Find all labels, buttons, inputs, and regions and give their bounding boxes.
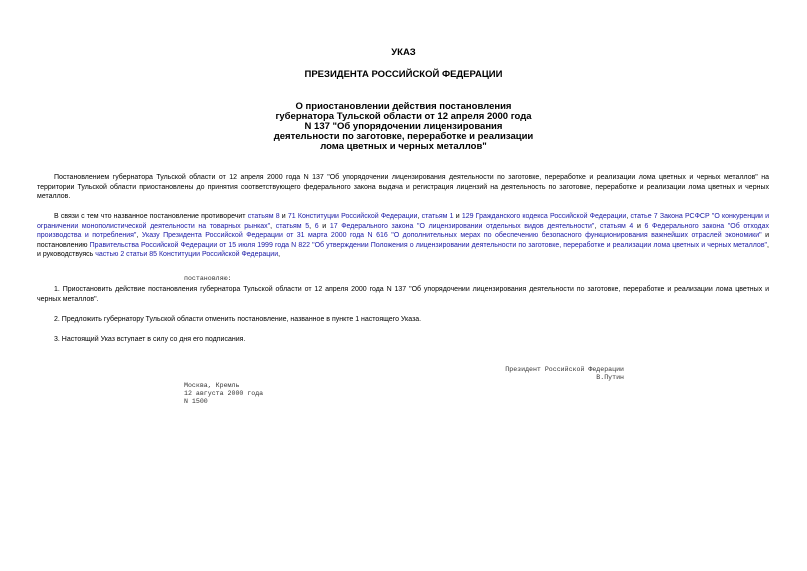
item-3-text: 3. Настоящий Указ вступает в силу со дня его подписания. (54, 336, 246, 343)
subject-line-2: губернатора Тульской области от 12 апреля 2000 года (275, 111, 532, 122)
grounds-text: , (278, 251, 281, 259)
decree-number: N 1500 (184, 398, 208, 405)
link-licensing-law-art-6[interactable]: 6 (314, 222, 319, 230)
grounds-text: , (136, 232, 142, 240)
document-title: УКАЗ (391, 47, 416, 58)
link-civil-code-art-1[interactable]: статьям 1 (421, 213, 454, 220)
grounds-text: , (309, 222, 315, 230)
signature-position: Президент Российской Федерации (505, 366, 624, 373)
grounds-text: , и руководствуясь (37, 241, 769, 259)
grounds-text: , (594, 222, 600, 230)
link-waste-law-art-6[interactable]: 6 Федерального закона "Об отходах производства и потребления" (37, 222, 769, 240)
link-constitution-art-71[interactable]: 71 Конституции Российской Федерации (287, 213, 418, 220)
link-constitution-art-8[interactable]: статьям 8 (247, 213, 280, 220)
link-competition-law-art-7[interactable]: статье 7 Закона РСФСР "О конкуренции и ограничении монополистической деятельности на товарных рынках" (37, 213, 769, 230)
item-3 (37, 335, 769, 345)
grounds-paragraph (37, 212, 769, 260)
grounds-text: и постановлению (37, 232, 770, 249)
link-civil-code-art-129[interactable]: 129 Гражданского кодекса Российской Федерации (461, 213, 627, 220)
subject-line-1: О приостановлении действия постановления (295, 101, 512, 112)
signature-name: В.Путин (596, 374, 624, 381)
grounds-text: и (279, 213, 288, 220)
link-government-resolution-822[interactable]: Правительства Российской Федерации от 15 июля 1999 года N 822 "Об утверждении Положения о лицензировании деятельности по заготовке, переработке и реализации лома цветных и черных металлов" (89, 241, 768, 249)
subject-line-4: деятельности по заготовке, переработке и реализации (273, 131, 534, 142)
preamble-paragraph (37, 173, 769, 202)
item-1-text: 1. Приостановить действие постановления губернатора Тульской области от 12 апреля 2000 года N 137 "Об упорядочении лицензирования деятельности по заготовке, переработке и реализации лома цветных и черных металлов". (37, 286, 769, 303)
place: Москва, Кремль (184, 382, 240, 389)
date: 12 августа 2000 года (184, 390, 264, 397)
subject-line-5: лома цветных и черных металлов" (320, 141, 487, 152)
preamble-text: Постановлением губернатора Тульской области от 12 апреля 2000 года N 137 "Об упорядочении лицензирования деятельности по заготовке, переработке и реализации лома цветных и черных металлов" на территории Тульской области приостановлены до принятия соответствующего федерального закона выдача и регистрация лицензий на деятельность по заготовке, переработке и реализации лома цветных и черных металлов. (37, 174, 769, 201)
link-licensing-law-art-5[interactable]: статьям 5 (275, 222, 310, 230)
grounds-text: В связи с тем что названное постановление противоречит (54, 213, 248, 220)
decree-word: постановляю: (184, 275, 232, 282)
grounds-text: и (318, 222, 330, 230)
link-constitution-art-85[interactable]: частью 2 статьи 85 Конституции Российской Федерации (95, 251, 279, 259)
grounds-text: , (270, 222, 276, 230)
item-2 (37, 315, 769, 325)
grounds-text: , (626, 213, 631, 220)
grounds-text: и (453, 213, 462, 220)
link-licensing-law-art-17[interactable]: 17 Федерального закона "О лицензировании отдельных видов деятельности" (329, 222, 595, 230)
link-waste-law-art-4[interactable]: статьям 4 (599, 222, 634, 230)
document-issuer: ПРЕЗИДЕНТА РОССИЙСКОЙ ФЕДЕРАЦИИ (304, 69, 503, 80)
item-1 (37, 285, 769, 304)
item-2-text: 2. Предложить губернатору Тульской области отменить постановление, названное в пункте 1 настоящего Указа. (54, 316, 422, 323)
subject-line-3: N 137 "Об упорядочении лицензирования (304, 121, 503, 132)
grounds-text: , (417, 213, 422, 220)
link-presidential-decree-616[interactable]: Указу Президента Российской Федерации от 31 марта 2000 года N 616 "О дополнительных мерах по обеспечению безопасного функционирования важнейших отраслей экономики" (141, 232, 762, 240)
grounds-text: и (633, 222, 645, 230)
